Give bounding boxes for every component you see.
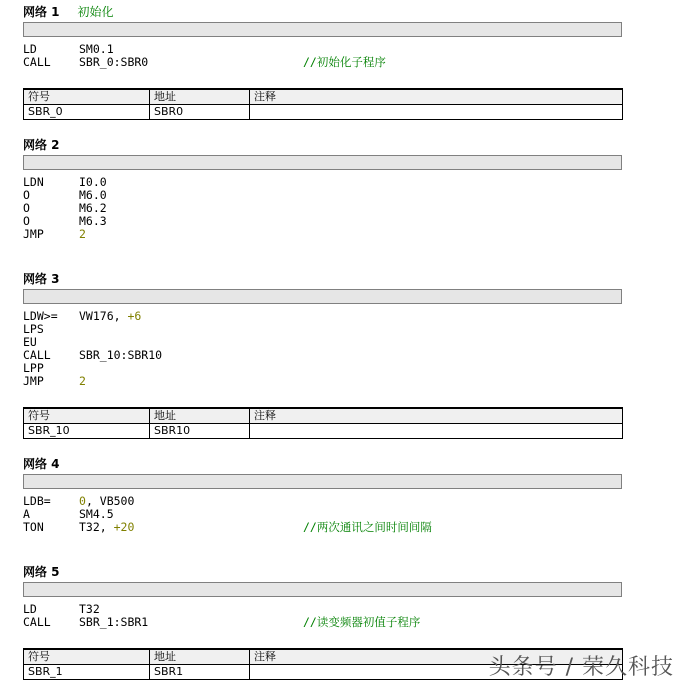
instruction: LPS [23, 322, 44, 336]
network-comment-bar[interactable] [23, 155, 622, 170]
network-2-header[interactable] [23, 136, 60, 153]
instruction: CALL [23, 615, 51, 629]
operand: SBR_1:SBR1 [79, 615, 149, 629]
header-address: 地址 [150, 408, 250, 424]
cell-symbol[interactable]: SBR_10 [24, 424, 150, 439]
operand: VW176, +6 [79, 309, 142, 323]
cell-symbol[interactable]: SBR_1 [24, 665, 150, 680]
network-4-header[interactable] [23, 455, 60, 472]
line-comment: //两次通讯之间时间间隔 [303, 520, 432, 534]
operand: M6.3 [79, 214, 107, 228]
instruction: CALL [23, 55, 51, 69]
instruction: LDW>= [23, 309, 58, 323]
symbol-table[interactable] [23, 407, 623, 439]
operand: 2 [79, 374, 86, 388]
header-symbol: 符号 [24, 649, 150, 665]
instruction: CALL [23, 348, 51, 362]
network-label: 网络 1 [23, 5, 60, 19]
operand: T32, +20 [79, 520, 135, 534]
network-comment-bar[interactable] [23, 474, 622, 489]
cell-symbol[interactable]: SBR_0 [24, 105, 150, 120]
network-3-header[interactable] [23, 270, 60, 287]
watermark: 头条号 / 荣久科技 [488, 655, 674, 680]
symbol-table-header [24, 408, 623, 424]
instruction: LD [23, 42, 37, 56]
instruction: JMP [23, 227, 44, 241]
operand: 2 [79, 227, 86, 241]
symbol-table[interactable] [23, 88, 623, 120]
cell-address[interactable]: SBR0 [150, 105, 250, 120]
operand-constant: 0 [79, 494, 86, 508]
line-comment: //读变频器初值子程序 [303, 615, 421, 629]
operand: 0, VB500 [79, 494, 135, 508]
operand: I0.0 [79, 175, 107, 189]
operand: M6.2 [79, 201, 107, 215]
operand-constant: +6 [127, 309, 142, 323]
network-comment-bar[interactable] [23, 582, 622, 597]
header-symbol: 符号 [24, 408, 150, 424]
table-row[interactable] [24, 424, 623, 439]
header-comment: 注释 [250, 649, 623, 665]
operand: SM4.5 [79, 507, 114, 521]
symbol-table-header [24, 89, 623, 105]
network-label: 网络 2 [23, 138, 60, 152]
operand: T32 [79, 602, 100, 616]
operand-constant: +20 [113, 520, 135, 534]
instruction: LDN [23, 175, 44, 189]
instruction: A [23, 507, 30, 521]
header-comment: 注释 [250, 408, 623, 424]
network-label: 网络 4 [23, 457, 60, 471]
instruction: O [23, 201, 30, 215]
operand: SM0.1 [79, 42, 114, 56]
instruction: O [23, 214, 30, 228]
header-comment: 注释 [250, 89, 623, 105]
network-title: 初始化 [77, 5, 114, 19]
instruction: JMP [23, 374, 44, 388]
header-symbol: 符号 [24, 89, 150, 105]
instruction: LPP [23, 361, 44, 375]
network-label: 网络 5 [23, 565, 60, 579]
instruction: LD [23, 602, 37, 616]
instruction: O [23, 188, 30, 202]
operand: SBR_0:SBR0 [79, 55, 149, 69]
header-address: 地址 [150, 649, 250, 665]
cell-address[interactable]: SBR1 [150, 665, 250, 680]
instruction: LDB= [23, 494, 51, 508]
instruction: EU [23, 335, 37, 349]
network-comment-bar[interactable] [23, 289, 622, 304]
line-comment: //初始化子程序 [303, 55, 386, 69]
cell-comment[interactable] [250, 424, 623, 439]
cell-address[interactable]: SBR10 [150, 424, 250, 439]
instruction: TON [23, 520, 44, 534]
operand: M6.0 [79, 188, 107, 202]
cell-comment[interactable] [250, 105, 623, 120]
table-row[interactable] [24, 105, 623, 120]
operand: SBR_10:SBR10 [79, 348, 163, 362]
network-1-header[interactable] [23, 3, 114, 20]
network-comment-bar[interactable] [23, 22, 622, 37]
network-label: 网络 3 [23, 272, 60, 286]
header-address: 地址 [150, 89, 250, 105]
network-5-header[interactable] [23, 563, 60, 580]
